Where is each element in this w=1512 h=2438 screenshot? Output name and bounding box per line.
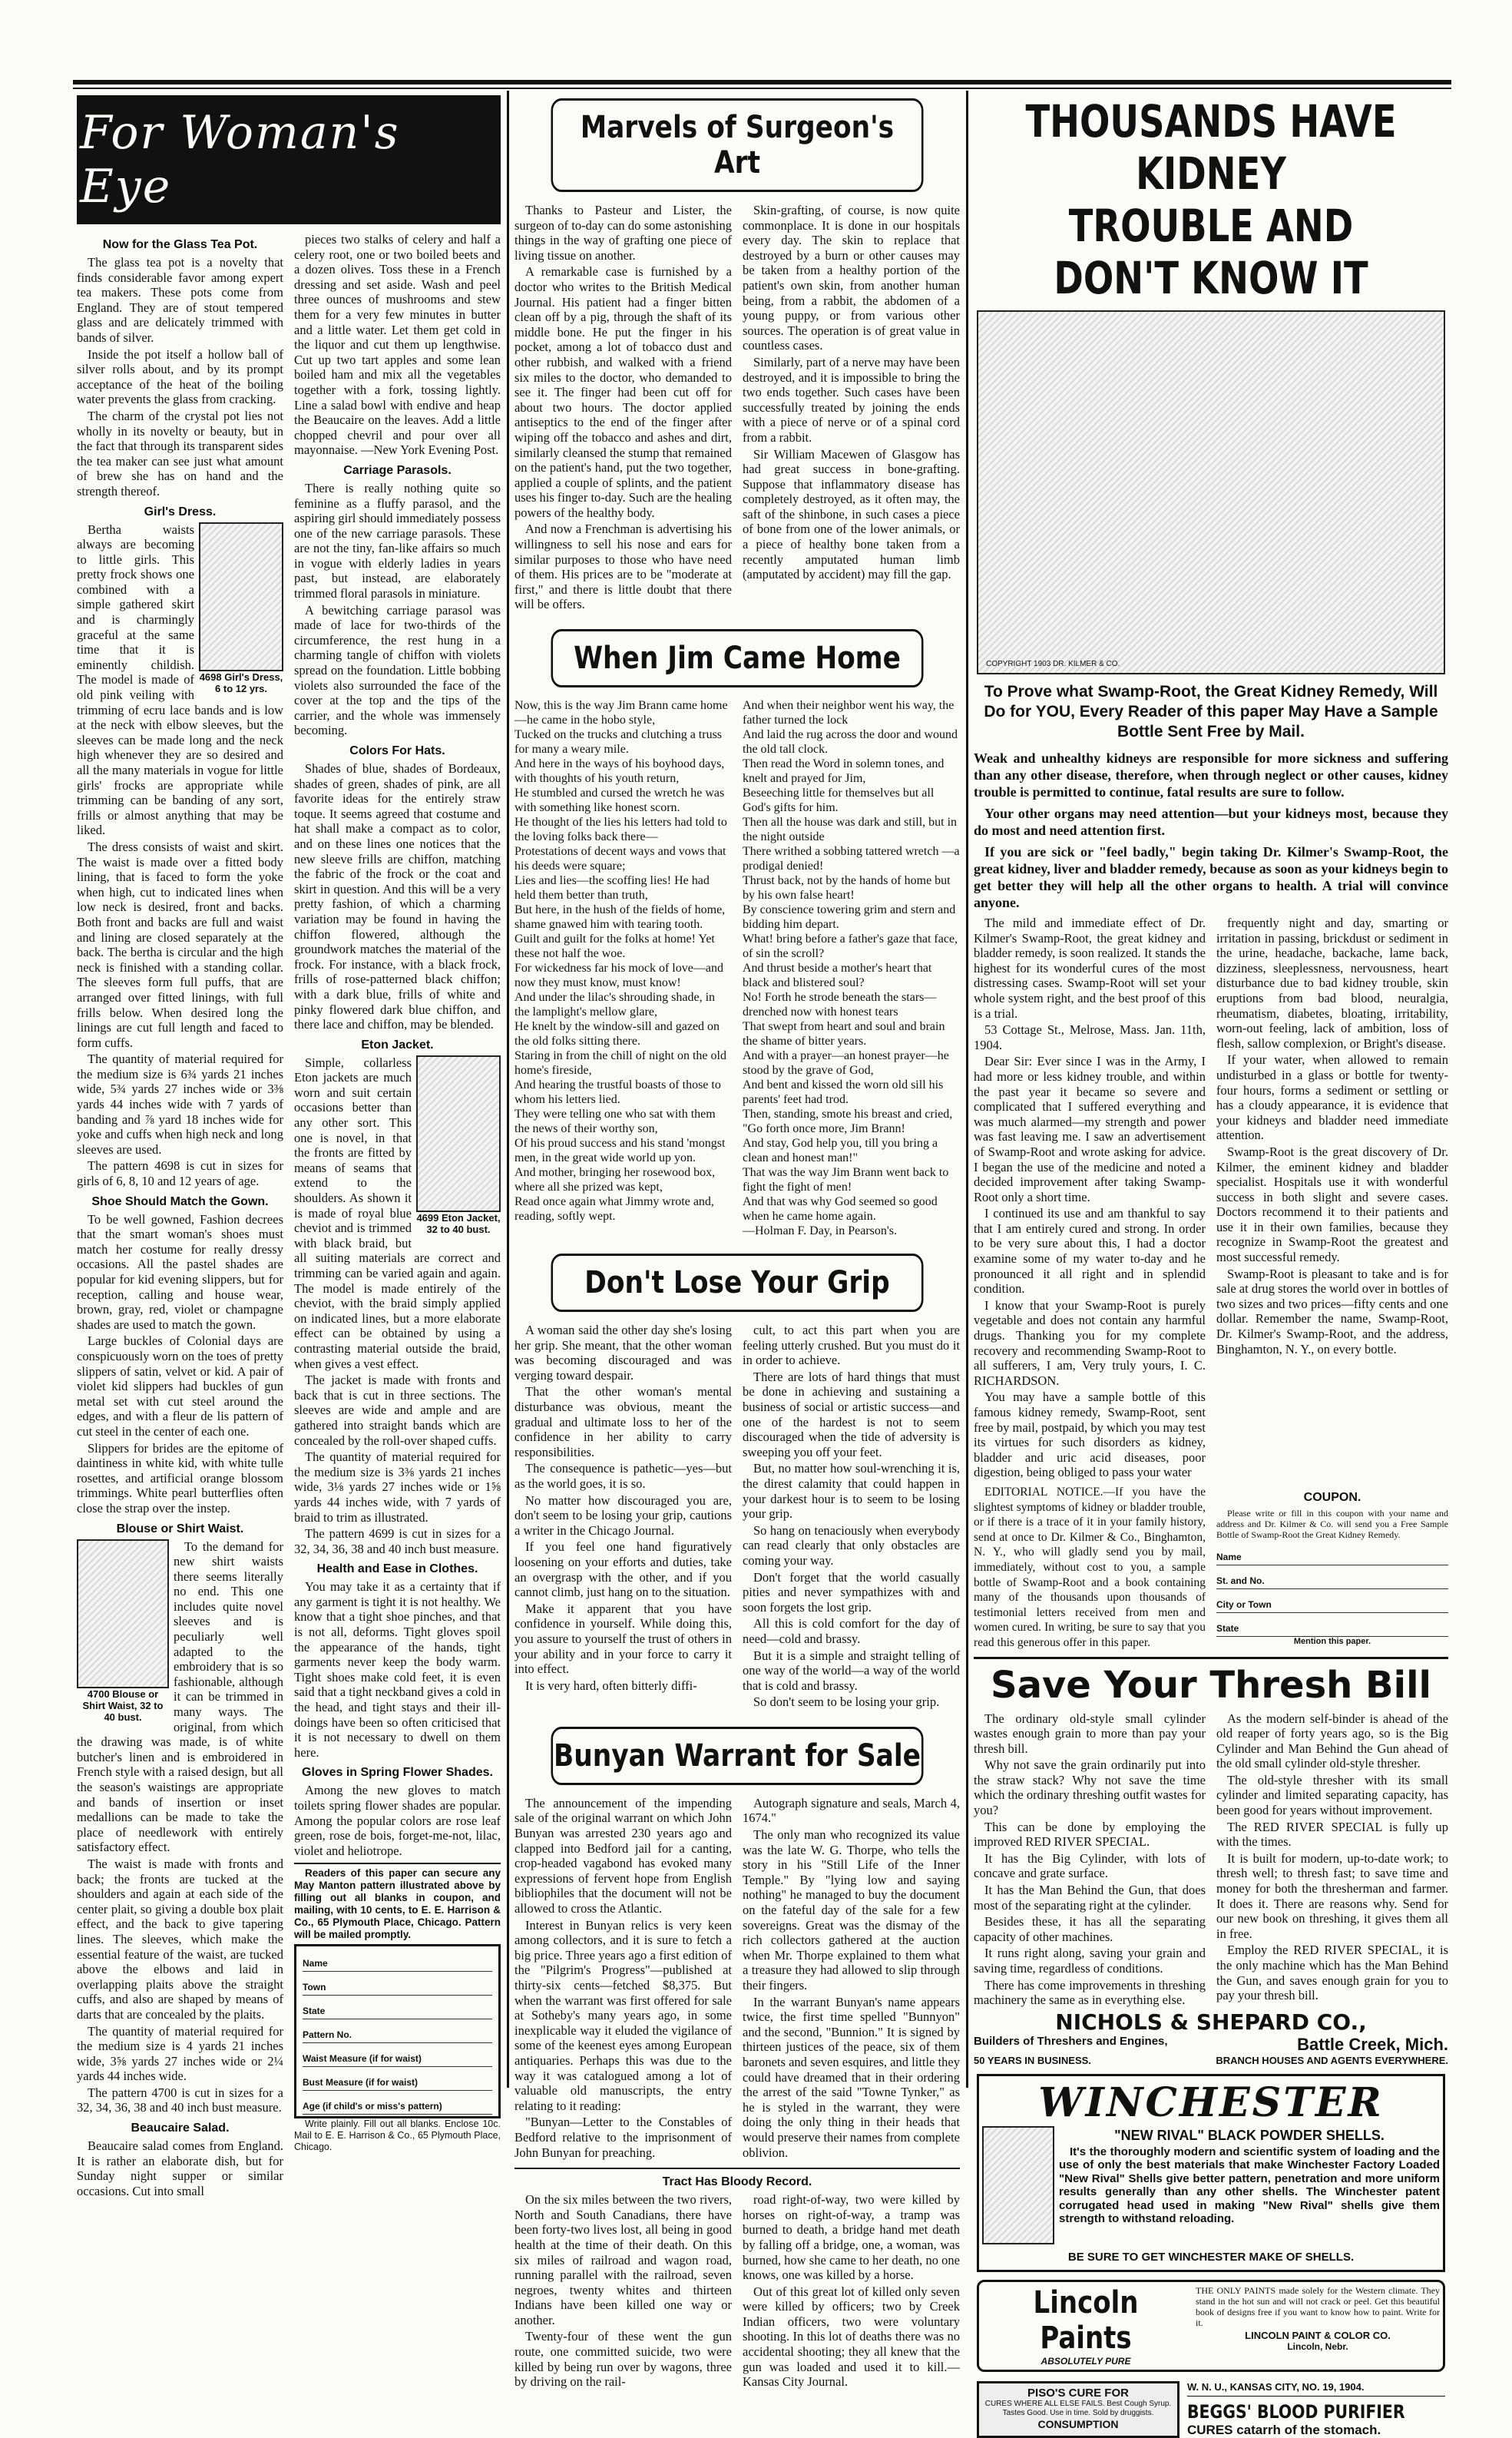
article-paragraph: Beaucaire salad comes from England. It is rather an elaborate dish, but for Sunday night supper or similar occasions. Cut into small: [77, 2138, 283, 2198]
article-paragraph: But it is a simple and straight telling of one way of the world—a way of the world that is cold and brassy.: [743, 1648, 960, 1693]
article-paragraph: Twenty-four of these went the gun route, one committed suicide, two were killed by being run over by wagons, three by driving on the rail-: [514, 2329, 732, 2390]
article-paragraph: That the other woman's mental disturbance was obvious, meant the gradual and ultimate loss to her of the confidence in her ability to carry responsibilities.: [514, 1384, 732, 1459]
poem-line: And hearing the trustful boasts of those to whom his letters lied.: [514, 1078, 721, 1107]
poem-line: Of his proud success and his stand 'mongst men, in the great wide world up yon.: [514, 1137, 726, 1165]
state-field[interactable]: State: [303, 1996, 492, 2019]
article-paragraph: Similarly, part of a nerve may have been destroyed, and it is impossible to bring the two ends together. Such cases have been successfully treated by joining the ends with a piece of nerve or of a spinal cord from a rabbit.: [743, 354, 960, 445]
article-paragraph: Sir William Macewen of Glasgow has had great success in bone-grafting. Suppose that inflammatory disease has completely destroyed, as it often may, the saft of the shinbone, in such cases a piece of bone from one of the lower animals, or a piece of healthy bone taken from a recently amputated human limb (amputated by accident) may fill the gap.: [743, 446, 960, 582]
poem-line: And that was why God seemed so good when he came home again.: [743, 1195, 938, 1224]
coupon-footer: Mention this paper.: [1293, 1636, 1371, 1646]
column-divider: [966, 91, 968, 2088]
blouse-heading: Blouse or Shirt Waist.: [116, 1522, 244, 1535]
poem-line: And when their neighbor went his way, the father turned the lock: [743, 699, 955, 727]
article-paragraph: The pattern 4698 is cut in sizes for girls of 6, 8, 10 and 12 years of age.: [77, 1158, 283, 1189]
ad-col-1: [974, 916, 1206, 1482]
article-paragraph: It is very hard, often bitterly diffi-: [525, 1678, 697, 1693]
poem-line: Then, standing, smote his breast and cried, "Go forth once more, Jim Brann!: [743, 1108, 953, 1136]
lincoln-tagline: ABSOLUTELY PURE: [1041, 2355, 1131, 2367]
womans-eye-section: [77, 95, 501, 2198]
article-paragraph: The dress consists of waist and skirt. The waist is made over a fitted body lining, that is faced to form the yoke when high, cut to indicated lines when low neck is desired, front and backs. Both front and backs are full and waist and lining are closed separately at the back. The bertha is circular and the high neck is finished with a standing collar. The sleeves form full puffs, that are arranged over fitted linings, with full frills below. When desired long the linings are cut full length and faced to form cuffs.: [77, 839, 283, 1050]
name-field[interactable]: Name: [303, 1948, 492, 1972]
poem-line: And here in the ways of his boyhood days, with thoughts of his youth return,: [514, 757, 725, 786]
pattern-order-form: [294, 1944, 501, 2118]
ad-paragraph: It is built for modern, up-to-date work; to thresh well; to thresh fast; to save time and money for both the thresherman and farmer. It does it. There are reasons why. Send for our new book on threshing, it gives them all in free.: [1216, 1850, 1448, 1941]
poem-line: He stumbled and cursed the wretch he was with something like honest scorn.: [514, 787, 725, 815]
tract-heading: Tract Has Bloody Record.: [662, 2175, 812, 2189]
poem-line: No! Forth he strode beneath the stars—drenched now with honest tears: [743, 991, 937, 1019]
article-col-1: [514, 1796, 732, 2161]
ad-paragraph: As the modern self-binder is ahead of the old reaper of forty years ago, so is the Big Cylinder and Man Behind the Gun ahead of the old small cylinder old-style thresher.: [1216, 1711, 1448, 1771]
article-paragraph: cult, to act this part when you are feeling utterly crushed. But you must do it in order to achieve.: [743, 1323, 960, 1368]
piso-footer: CONSUMPTION: [1037, 2417, 1119, 2430]
ad-paragraph: frequently night and day, smarting or irritation in passing, brickdust or sediment in the urine, headache, backache, lame back, dizziness, sleeplessness, nervousness, heart disturbance due to bad kidney trouble, skin eruptions from bad blood, neuralgia, rheumatism, diabetes, bloating, irritability, worn-out feeling, lack of ambition, loss of flesh, sallow complexion, or Bright's disease.: [1216, 916, 1448, 1051]
poem-line: That was the way Jim Brann went back to fight the fight of men!: [743, 1166, 949, 1194]
blouse-figure: [77, 1539, 169, 1723]
article-paragraph: The pattern 4699 is cut in sizes for a 32, 34, 36, 38 and 40 inch bust measure.: [294, 1526, 501, 1556]
girls-dress-heading: Girl's Dress.: [144, 505, 217, 518]
article-paragraph: The pattern 4700 is cut in sizes for a 32, 34, 36, 38 and 40 inch bust measure.: [77, 2085, 283, 2115]
ad-paragraph: You may have a sample bottle of this famous kidney remedy, Swamp-Root, sent free by mail, postpaid, by which you may test its virtues for such disorders as kidney, bladder and uric acid diseases, poor digestion, being obliged to pass your water: [974, 1390, 1206, 1480]
girl-dress-illustration: [199, 522, 283, 671]
poem-line: Then read the Word in solemn tones, and knelt and prayed for Jim,: [743, 757, 945, 786]
waist-measure-field[interactable]: Waist Measure (if for waist): [303, 2043, 492, 2067]
poem-line: —Holman F. Day, in Pearson's.: [743, 1224, 897, 1238]
wnu-imprint: W. N. U., KANSAS CITY, NO. 19, 1904.: [1187, 2381, 1445, 2397]
article-paragraph: There is really nothing quite so feminine as a fluffy parasol, and the aspiring girl should immediately possess one of the new carriage parasols. These are not the tiny, fan-like affairs so much in vogue with elderly ladies in years past, but instead, are elaborately trimmed floral parasols in miniature.: [294, 480, 501, 601]
pattern-coupon: [294, 1863, 501, 2153]
pattern-number-field[interactable]: Pattern No.: [303, 2019, 492, 2043]
poem-line: And stay, God help you, till you bring a clean and honest man!": [743, 1137, 938, 1165]
article-paragraph: Shades of blue, shades of Bordeaux, shades of green, shades of pink, are all favorite ideas for the entirely straw toque. It seems agreed that costume and hat shall make a compact as to color, and on these lines one notices that the new sleeve frills are chiffon, matching the fabric of the frock or the coat and skirt in question. And this will be a very pretty fashion, of which a charming variation may be found in having the chiffon flowered, although the groundwork matches the material of the frock. For instance, with a black frock, frills of rose-patterned black chiffon; with a dark blue, frills of white and pinky flowered dark blue chiffon, and there lace and chiffon, may be blended.: [294, 761, 501, 1032]
kidney-ad: [974, 95, 1448, 1652]
winchester-brand: WINCHESTER: [1038, 2079, 1384, 2126]
article-paragraph: The only man who recognized its value was the late W. G. Thorpe, who tells the story in his "Still Life of the Inner Temple." By "lying low and saying nothing" he managed to buy the document on the fateful day of the sale for a few sovereigns. Great was the dismay of the rich collectors gathered at the auction when Mr. Thorpe explained to them what a treasure they had allowed to slip through their fingers.: [743, 1827, 960, 1992]
figure-caption: 4699 Eton Jacket, 32 to 40 bust.: [416, 1211, 501, 1235]
article-paragraph: Don't forget that the world casually pities and never sympathizes with and soon forgets the lost grip.: [743, 1569, 960, 1615]
beggs-subtitle: CURES catarrh of the stomach.: [1187, 2422, 1381, 2437]
article-paragraph: So don't seem to be losing your grip.: [753, 1694, 940, 1710]
kidney-headline: THOUSANDS HAVE KIDNEY: [1025, 95, 1397, 200]
article-col-2: [743, 1796, 960, 2161]
coupon-notice: Readers of this paper can secure any May Manton pattern illustrated above by filling out all blanks in coupon, and mailing, with 10 cents, to E. E. Harrison & Co., 65 Plymouth Place, Chicago. Pattern will be mailed promptly.: [294, 1867, 501, 1941]
poem-line: And under the lilac's shrouding shade, in the lamplight's mellow glare,: [514, 991, 716, 1019]
ad-paragraph: The RED RIVER SPECIAL is fully up with the times.: [1216, 1819, 1448, 1850]
article-paragraph: The announcement of the impending sale of the original warrant on which John Bunyan was arrested 230 years ago and clapped into Bedford jail for a canting, crop-headed vagabond has evoked many expressions of fervent hope from English bibliophiles that the document will not be allowed to cross the Atlantic.: [514, 1795, 732, 1916]
poem-line: Thrust back, not by the hands of home but by his own false heart!: [743, 874, 951, 903]
ads-section: [974, 95, 1448, 2437]
ad-paragraph: If your water, when allowed to remain undisturbed in a glass or bottle for twenty-four hours, forms a sediment or settling or has a cloudy appearance, it is evidence that your kidneys and bladder need immediate attention.: [1216, 1052, 1448, 1143]
article-paragraph: Interest in Bunyan relics is very keen among collectors, and it is sure to fetch a big price. Three years ago a first edition of the "Pilgrim's Progress"—published at thirty-six cents—fetched $8,375. But when the warrant was first offered for sale at Sotheby's many years ago, in some inexplicable way it eluded the vigilance of some of the keenest eyes among European antiquaries. Perhaps this was due to the way it was catalogued among a lot of valuable old manuscripts, the entry relating to it reading:: [514, 1917, 732, 2113]
lincoln-text: THE ONLY PAINTS made solely for the Western climate. They stand in the hot sun and will not crack or peel. Get this beautiful book of designs free if you want to know how to paint. Write for it.: [1196, 2284, 1440, 2328]
hats-heading: Colors For Hats.: [349, 744, 445, 757]
article-col-1: [514, 2192, 732, 2391]
ad-col-2: [1216, 1711, 1448, 2009]
article-paragraph: The quantity of material required for the medium size is 3⅜ yards 21 inches wide, 3⅛ yards 27 inches wide or 1⅝ yards 44 inches wide, with 7 yards of braid to trim as illustrated.: [294, 1449, 501, 1525]
article-paragraph: Skin-grafting, of course, is now quite commonplace. It is done in our hospitals every day. The skin to replace that destroyed by a burn or other causes may be taken from a healthy portion of the patient's own skin, from another human being, from a rabbit, the abdomen of a young puppy, or from various other sources. The operation is of great value in countless cases.: [743, 203, 960, 353]
article-paragraph: A bewitching carriage parasol was made of lace for two-thirds of the circumference, the rest hung in a charming tangle of chiffon with violets spread on the foundation. Little bobbing violets also surrounded the face of the cover at the top and the tips of the carrier, and the whole was immensely becoming.: [294, 602, 501, 738]
article-paragraph: Large buckles of Colonial days are conspicuously worn on the toes of pretty slippers of satin, velvet or kid. A pair of violet kid slippers had buckles of gun metal set with cut steel around the edges, and with a fleur de lis pattern of cut steel in the center of each one.: [77, 1333, 283, 1439]
poem-line: Now, this is the way Jim Brann came home—he came in the hobo style,: [514, 699, 728, 727]
poem-line: Protestations of decent ways and vows that his deeds were square;: [514, 845, 726, 873]
winchester-ad: [977, 2074, 1445, 2272]
ad-paragraph: I continued its use and am thankful to say that I am entirely cured and strong. In order to be very sure about this, I had a doctor examine some of my water to-day and he pronounced it all right and in splendid condition.: [974, 1206, 1206, 1297]
company-city: Battle Creek, Mich.: [1297, 2034, 1448, 2054]
ad-paragraph: If you are sick or "feel badly," begin taking Dr. Kilmer's Swamp-Root, the great kidney, liver and bladder remedy, because as soon as your kidneys begin to get better they will help all the other organs to health. A trial will convince anyone.: [974, 844, 1448, 910]
grip-title: Don't Lose Your Grip: [551, 1254, 923, 1312]
salad-heading: Beaucaire Salad.: [131, 2122, 230, 2135]
article-col-1: [514, 1323, 732, 1711]
article-paragraph: In the warrant Bunyan's name appears twice, the first time spelled "Bunnyon" and the second, "Bunnion." It is signed by thirteen justices of the peace, six of them baronets and seven esquires, and little they could have dreamed that in their ordering the arrest of the said "Towne Tynker," as he is styled in the warrant, they were doing the only thing in their heads that would preserve their names from complete oblivion.: [743, 1994, 960, 2160]
ad-paragraph: It has the Man Behind the Gun, that does most of the separating right at the cylinder.: [974, 1883, 1206, 1913]
bunyan-article: [514, 1796, 960, 2161]
piso-text: CURES WHERE ALL ELSE FAILS. Best Cough Syrup. Tastes Good. Use in time. Sold by druggists.: [984, 2399, 1172, 2417]
womans-eye-col-2: [294, 232, 501, 2200]
article-paragraph: The waist is made with fronts and back; the fronts are tucked at the shoulders and again at each side of the center plait, so giving a double box plait effect, and the back to give tapering lines. The sleeves, which make the essential feature of the waist, are tucked above the elbows and laid in overlapping plaits above the straight cuffs, and also are shaped by means of darts that are concealed by the plaits.: [77, 1856, 283, 2022]
article-paragraph: Bertha waists always are becoming to little girls. This pretty frock shows one combined with a simple gathered skirt and is charmingly graceful at the same time that it is eminently childish. The model is made of old pink veiling with trimming of ecru lace bands and is low at the neck with elbow sleeves, but the sleeves can be made long and the neck high whenever they are so desired and all the many materials in vogue for little girls' frocks are appropriate while trimming can be banding of any sort, frills or almost anything that may be liked.: [77, 522, 283, 838]
winchester-subtitle: "NEW RIVAL" BLACK POWDER SHELLS.: [1114, 2127, 1385, 2143]
article-paragraph: You may take it as a certainty that if any garment is tight it is not healthy. We know that a tight shoe pinches, and that is not all, deforms. Tight gloves spoil the appearance of the hands, tight garments never keep the body warm. Tight shoes make cold feet, it is even said that a tight neckband gives a cold in the head, and tight stays and their ill-doings have been so often criticised that it is not necessary to dwell on them here.: [294, 1579, 501, 1760]
poem-line: He thought of the lies his letters had told to the loving folks back there—: [514, 816, 727, 844]
article-paragraph: The glass tea pot is a novelty that finds considerable favor among expert tea makers. These pots come from England. They are of stout tempered glass and are delicately trimmed with bands of silver.: [77, 255, 283, 345]
thresh-title: Save Your Thresh Bill: [991, 1663, 1431, 1707]
article-paragraph: "Bunyan—Letter to the Constables of Bedford relative to the imprisonment of John Bunyan for preaching.: [514, 2115, 732, 2160]
poem-line: By conscience towering grim and stern and bidding him depart.: [743, 903, 956, 932]
ad-paragraph: This can be done by employing the improved RED RIVER SPECIAL.: [974, 1819, 1206, 1850]
poem-line: Guilt and guilt for the folks at home! Yet these not half the woe.: [514, 932, 715, 961]
figure-caption: 4698 Girl's Dress, 6 to 12 yrs.: [199, 671, 283, 694]
company-tagline: Builders of Threshers and Engines,: [974, 2034, 1168, 2048]
ad-paragraph: Why not save the grain ordinarily put into the straw stack? Why not save the time which the ordinary threshing outfit wastes for you?: [974, 1757, 1206, 1818]
article-paragraph: And now a Frenchman is advertising his willingness to sell his nose and ears for similar purposes to those who have need of them. His prices are to be "moderate at first," and there is little doubt that there will be offers.: [514, 522, 732, 612]
article-paragraph: The quantity of material required for the medium size is 6¾ yards 21 inches wide, 5¾ yards 27 inches wide or 3⅜ yards 44 inches wide with 7 yards of banding and ⅞ yard 18 inches wide for yoke and cuffs when high neck and long sleeves are used.: [77, 1052, 283, 1157]
poem-line: Staring in from the chill of night on the old home's fireside,: [514, 1049, 726, 1078]
article-paragraph: Simple, collarless Eton jackets are much worn and suit certain occasions better than any other sort. This one is novel, in that the fronts are fitted by means of seams that extend to the shoulders. As shown it is made of royal blue cheviot and is trimmed with black braid, but all suiting materials are correct and trimming can be varied again and again. The model is made entirely of the cheviot, with the braid simply applied on indicated lines, but a more elaborate effect can be obtained by using a contrasting material outside the braid, when gives a vest effect.: [294, 1055, 501, 1371]
ad-col-2: [1216, 916, 1448, 1482]
poem-line: Then all the house was dark and still, but in the night outside: [743, 816, 958, 844]
ad-paragraph: 53 Cottage St., Melrose, Mass. Jan. 11th, 1904.: [974, 1022, 1206, 1052]
glass-pot-heading: Now for the Glass Tea Pot.: [102, 238, 258, 251]
poem-line: But here, in the hush of the fields of home, shame gnawed him with tearing tooth.: [514, 903, 726, 932]
coupon-footer: Write plainly. Fill out all blanks. Enclose 10c. Mail to E. E. Harrison & Co., 65 Plymouth Place, Chicago.: [294, 2118, 501, 2153]
doctor-patient-illustration: [977, 310, 1445, 674]
poem-line: For wickedness far his mock of love—and now they must know, must know!: [514, 962, 723, 990]
coupon-text: Please write or fill in this coupon with your name and address and Dr. Kilmer & Co. will send you a Free Sample Bottle of Swamp-Root the Great Kidney Remedy.: [1216, 1507, 1448, 1540]
town-field[interactable]: Town: [303, 1972, 492, 1996]
surgeon-title: Marvels of Surgeon's Art: [551, 98, 923, 192]
poem-line: Lies and lies—the scoffing lies! He had held them better than truth,: [514, 874, 710, 903]
article-paragraph: Autograph signature and seals, March 4, 1674.": [743, 1795, 960, 1826]
poem-col-1: [514, 698, 732, 1238]
eton-figure: [416, 1055, 501, 1235]
eton-heading: Eton Jacket.: [361, 1038, 434, 1052]
article-paragraph: To the demand for new shirt waists there seems literally no end. This one includes quite novel sleeves and is peculiarly well adapted to the embroidery that is so fashionable, although it can be trimmed in many ways. The original, from which the drawing was made, is of white butcher's linen and is embroidered in French style with a raised design, but all the season's waistings are appropriate and bands of insertion or inset medallions can be made to take the place of needlework with entirely satisfactory effect.: [77, 1539, 283, 1855]
article-paragraph: road right-of-way, two were killed by horses on right-of-way, a tramp was burned to death, a bridge hand met death by falling off a bridge, one, a woman, was burned, how she came to her death, no one knows, one was killed by a horse.: [743, 2192, 960, 2283]
article-paragraph: There are lots of hard things that must be done in achieving and sustaining a business of social or artistic success—and one of the hardest is not to seem discouraged when the tide of adversity is sweeping you off your feet.: [743, 1369, 960, 1459]
article-col-2: [743, 1323, 960, 1711]
article-col-2: [743, 2192, 960, 2391]
ad-paragraph: It runs right along, saving your grain and saving time, regardless of conditions.: [974, 1946, 1206, 1976]
thresh-ad: [974, 1657, 1448, 2066]
poem-line: And mother, bringing her rosewood box, where all she prized was kept,: [514, 1166, 716, 1194]
article-paragraph: Thanks to Pasteur and Lister, the surgeon of to-day can do some astonishing things in the way of grafting one piece of living tissue on another.: [514, 203, 732, 263]
street-field[interactable]: St. and No.: [1216, 1565, 1448, 1589]
womans-eye-banner: [77, 95, 501, 224]
middle-section: [514, 95, 960, 2390]
company-footer: 50 YEARS IN BUSINESS.: [974, 2054, 1091, 2066]
ad-paragraph: Swamp-Root is pleasant to take and is for sale at drug stores the world over in bottles of two sizes and two prices—fifty cents and one dollar. Remember the name, Swamp-Root, Dr. Kilmer's Swamp-Root, and the address, Binghamton, N. Y., on every bottle.: [1216, 1266, 1448, 1356]
city-field[interactable]: City or Town: [1216, 1589, 1448, 1613]
article-paragraph: The quantity of material required for the medium size is 4 yards 21 inches wide, 3⅝ yards 27 inches wide or 2¼ yards 44 inches wide.: [77, 2023, 283, 2084]
editorial-notice: EDITORIAL NOTICE.—If you have the slightest symptoms of kidney or bladder trouble, or if there is a trace of it in your family history, send at once to Dr. Kilmer & Co., Binghamton, N. Y., who will gladly send you by mail, immediately, without cost to you, a sample bottle of Swamp-Root and a book containing many of the thousands upon thousands of testimonial letters received from men and women cured. In writing, be sure to say that you read this generous offer in this paper.: [974, 1485, 1206, 1649]
ad-paragraph: There has come improvements in threshing machinery the same as in everything else.: [974, 1977, 1206, 2008]
banner-title: For Woman's Eye: [80, 106, 400, 214]
health-heading: Health and Ease in Clothes.: [316, 1562, 478, 1576]
name-field[interactable]: Name: [1216, 1542, 1448, 1565]
company-footer: BRANCH HOUSES AND AGENTS EVERYWHERE.: [1216, 2054, 1448, 2066]
blouse-illustration: [77, 1539, 169, 1688]
article-paragraph: Inside the pot itself a hollow ball of silver rolls about, and by its prompt acceptance of the heat of the boiling water prevents the glass from cracking.: [77, 346, 283, 407]
ad-paragraph: Dear Sir: Ever since I was in the Army, I had more or less kidney trouble, and within the past year it became so severe and complicated that I suffered everything and was much alarmed—my strength and power was fast leaving me. I saw an advertisement of Swamp-Root and wrote asking for advice. I began the use of the medicine and noted a decided improvement after taking Swamp-Root only a short time.: [974, 1054, 1206, 1204]
article-paragraph: pieces two stalks of celery and half a celery root, one or two boiled beets and a dozen olives. Toss these in a French dressing and set aside. Wash and peel three ounces of mushrooms and stew them for a very few minutes in butter and a little water. Let them get cold in the liquor and cut them up lengthwise. Cut up two tart apples and some lean boiled ham and mix all the vegetables together with a fork, tossing lightly. Line a salad bowl with endive and heap the Beaucaire on the leaves. Add a little chopped chevril and pour over all mayonnaise. —New York Evening Post.: [294, 232, 501, 458]
ad-paragraph: The ordinary old-style small cylinder wastes enough grain to more than pay your thresh bill.: [974, 1711, 1206, 1756]
top-rule: [73, 80, 1451, 84]
article-paragraph: A remarkable case is furnished by a doctor who writes to the British Medical Journal. His patient had a finger bitten clean off by a pig, through the shaft of its middle bone. He put the finger in his pocket, among a lot of tobacco dust and other rubbish, and walked with a friend six miles to the doctor, who demanded to see it. The finger had been cut off for about two hours. The doctor applied antiseptics to the end of the finger after wiping off the tobacco and ashes and dirt, similarly cleansed the stump that remained on the patient's hand, put the two together, applied a couple of splints, and the patient uses his finger to-day. Such are the healing powers of the healthy body.: [514, 264, 733, 520]
lincoln-city: Lincoln, Nebr.: [1287, 2340, 1348, 2352]
poem-line: And laid the rug across the door and wound the old tall clock.: [743, 728, 958, 757]
poem-line: And thrust beside a mother's heart that black and blistered soul?: [743, 962, 932, 990]
article-paragraph: So hang on tenaciously when everybody can read clearly that only obstacles are coming your way.: [743, 1522, 960, 1568]
article-paragraph: Among the new gloves to match toilets spring flower shades are popular. Among the popular colors are rose leaf green, rose de bois, forget-me-not, lilac, violet and heliotrope.: [294, 1783, 501, 1858]
hunter-illustration: [982, 2126, 1054, 2244]
company-name: NICHOLS & SHEPARD CO.,: [1055, 2009, 1367, 2035]
winchester-text: It's the thoroughly modern and scientific system of loading and the use of only the best materials that make Winchester Factory Loaded "New Rival" Shells give better pattern, penetration and more uniform results generally than any other shells. The Winchester patent corrugated head used in making "New Rival" shells give them strength to withstand reloading.: [1059, 2145, 1440, 2226]
shoe-heading: Shoe Should Match the Gown.: [91, 1194, 269, 1208]
article-paragraph: A woman said the other day she's losing her grip. She meant, that the other woman was becoming discouraged and was verging toward despair.: [514, 1323, 732, 1383]
article-paragraph: On the six miles between the two rivers, North and South Canadians, there have been forty-two lives lost, all being in good health at the time of their death. On this six miles of railroad and wagon road, running parallel with the railroad, seven negroes, twenty whites and thirteen Indians have been killed one way or another.: [514, 2192, 732, 2327]
poem-line: Beseeching little for themselves but all God's gifts for him.: [743, 787, 935, 815]
article-paragraph: If you feel one hand figuratively loosening on your efforts and duties, take an overgrasp with the other, and if you cannot climb, just hang on to the situation.: [514, 1539, 732, 1600]
grip-article: [514, 1323, 960, 1711]
gloves-heading: Gloves in Spring Flower Shades.: [302, 1766, 493, 1780]
ad-paragraph: The mild and immediate effect of Dr. Kilmer's Swamp-Root, the great kidney and bladder remedy, is soon realized. It stands the highest for its wonderful cures of the most distressing cases. Swamp-Root will set your whole system right, and the best proof of this is a trial.: [974, 916, 1206, 1021]
ad-paragraph: Your other organs may need attention—but your kidneys most, because they do most and need attention first.: [974, 806, 1448, 838]
state-field[interactable]: State: [1216, 1613, 1448, 1637]
beggs-title: BEGGS' BLOOD PURIFIER: [1187, 2400, 1405, 2423]
ad-paragraph: Employ the RED RIVER SPECIAL, it is the only machine which has the Man Behind the Gun, and saves enough grain for you to pay your thresh bill.: [1216, 1943, 1448, 2003]
poem-line: He knelt by the window-sill and gazed on the old folks sitting there.: [514, 1020, 720, 1048]
poem-line: And with a prayer—an honest prayer—he stood by the grave of God,: [743, 1049, 949, 1078]
article-paragraph: No matter how discouraged you are, don't seem to be losing your grip, cautions a writer in the Chicago Journal.: [514, 1492, 732, 1538]
age-field[interactable]: Age (if child's or miss's pattern): [303, 2091, 492, 2115]
illustration-credit: COPYRIGHT 1903 DR. KILMER & CO.: [986, 660, 1120, 668]
lincoln-paints-ad: [977, 2280, 1445, 2372]
poem-col-2: [743, 698, 960, 1238]
bust-measure-field[interactable]: Bust Measure (if for waist): [303, 2067, 492, 2091]
article-paragraph: The charm of the crystal pot lies not wholly in its novelty or beauty, but in the fact that through its transparent sides the tea maker can see just what amount of brew she has on hand and the strength thereof.: [77, 408, 283, 499]
parasols-heading: Carriage Parasols.: [343, 463, 452, 477]
kidney-lead: To Prove what Swamp-Root, the Great Kidney Remedy, Will Do for YOU, Every Reader of this paper May Have a Sample Bottle Sent Free by Mail.: [984, 683, 1438, 740]
tract-article: [514, 2168, 960, 2391]
ad-paragraph: Besides these, it has all the separating capacity of other machines.: [974, 1914, 1206, 1944]
piso-ad: [977, 2381, 1179, 2438]
winchester-footer: BE SURE TO GET WINCHESTER MAKE OF SHELLS.: [1067, 2250, 1355, 2264]
top-rule-thin: [73, 88, 1451, 89]
ad-paragraph: The old-style thresher with its small cylinder and limited separating capacity, has been good for years without improvement.: [1216, 1772, 1448, 1818]
column-divider: [507, 91, 509, 2088]
eton-jacket-illustration: [416, 1055, 501, 1212]
poem-line: Read once again what Jimmy wrote and, reading, softly wept.: [514, 1195, 714, 1224]
womans-eye-col-1: [77, 232, 283, 2200]
article-paragraph: To be well gowned, Fashion decrees that the smart woman's shoes must match her costume for really dressy occasions. All the pastel shades are popular for kid evening slippers, but for reception, calling and house wear, brown, gray, red, violet or champagne shades are used to match the gown.: [77, 1211, 283, 1332]
poem-line: That swept from heart and soul and brain the shame of bitter years.: [743, 1020, 945, 1048]
piso-title: PISO'S CURE FOR: [1027, 2386, 1129, 2400]
bunyan-title: Bunyan Warrant for Sale: [551, 1727, 923, 1785]
figure-caption: 4700 Blouse or Shirt Waist, 32 to 40 bust.: [82, 1688, 164, 1723]
article-paragraph: Out of this great lot of killed only seven were killed by officers; two by Creek Indian officers, two were voluntary shooting. In this lot of deaths there was no accidental shooting; they all knew that the gun was loaded and used it to kill.—Kansas City Journal.: [743, 2284, 960, 2390]
article-paragraph: But, no matter how soul-wrenching it is, the direst calamity that could happen in your darkest hour is to seem to be losing your grip.: [743, 1461, 960, 1522]
ad-paragraph: Swamp-Root is the great discovery of Dr. Kilmer, the eminent kidney and bladder specialist. Hospitals use it with wonderful success in both slight and severe cases. Doctors recommend it to their patients and use it in their own families, because they recognize in Swamp-Root the greatest and most successful remedy.: [1216, 1144, 1448, 1265]
article-paragraph: All this is cold comfort for the day of need—cold and brassy.: [743, 1616, 960, 1646]
lincoln-company: LINCOLN PAINT & COLOR CO.: [1245, 2329, 1391, 2341]
jim-poem: [514, 698, 960, 1238]
jim-title: When Jim Came Home: [551, 629, 923, 687]
surgeon-article: [514, 203, 960, 614]
ad-col-1: [974, 1711, 1206, 2009]
girls-dress-figure: [199, 522, 283, 694]
poem-line: What! bring before a father's gaze that face, of sin the scroll?: [743, 932, 958, 961]
poem-line: There writhed a sobbing tattered wretch —a prodigal denied!: [743, 845, 960, 873]
ad-paragraph: Weak and unhealthy kidneys are responsible for more sickness and suffering than any other disease, therefore, when through neglect or other causes, kidney trouble is permitted to continue, fatal results are sure to follow.: [974, 750, 1448, 800]
poem-line: Tucked on the trucks and clutching a truss for many a weary mile.: [514, 728, 723, 757]
article-paragraph: Slippers for brides are the epitome of daintiness in white kid, with white tulle rosettes, and artificial orange blossom trimmings. White pearl butterflies often close the strap over the instep.: [77, 1440, 283, 1515]
kidney-coupon: [1216, 1485, 1448, 1652]
kidney-headline: TROUBLE AND DON'T KNOW IT: [1054, 200, 1368, 304]
article-paragraph: Make it apparent that you have confidence in yourself. While doing this, you assure to yourself the trust of others in your ability and in your force to carry it into effect.: [514, 1601, 732, 1677]
poem-line: And bent and kissed the worn old sill his parents' feet had trod.: [743, 1078, 944, 1107]
article-paragraph: The consequence is pathetic—yes—but as the world goes, it is so.: [514, 1461, 732, 1491]
poem-line: They were telling one who sat with them the news of their worthy son,: [514, 1108, 716, 1136]
ad-paragraph: I know that your Swamp-Root is purely vegetable and does not contain any harmful drugs. Thanking you for my complete recovery and recommending Swamp-Root to all sufferers, I am, Very truly yours, I. C. RICHARDSON.: [974, 1297, 1206, 1388]
coupon-title: COUPON.: [1303, 1490, 1361, 1504]
article-paragraph: The jacket is made with fronts and back that is cut in three sections. The sleeves are wide and ample and are gathered into straight bands which are concealed by the roll-over shaped cuffs.: [294, 1373, 501, 1448]
lincoln-brand: Lincoln Paints: [1033, 2284, 1139, 2356]
ad-paragraph: It has the Big Cylinder, with lots of concave and grate surface.: [974, 1850, 1206, 1881]
